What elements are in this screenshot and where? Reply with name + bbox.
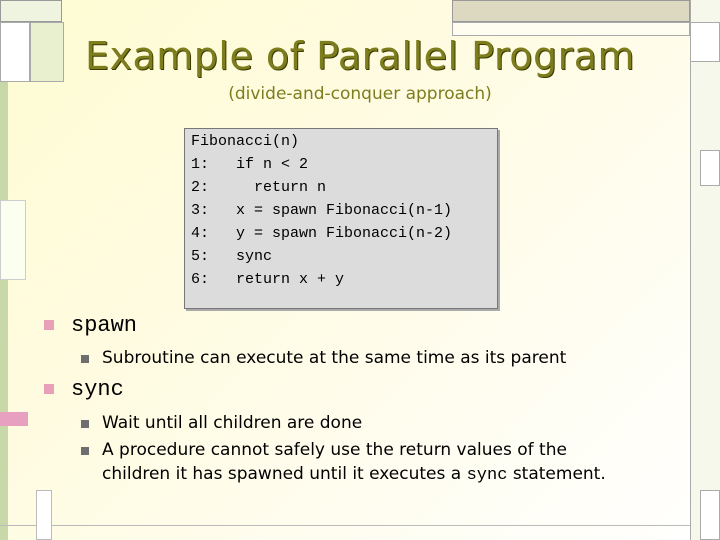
sub-bullet-marker — [81, 355, 89, 363]
sub-bullet-text: Subroutine can execute at the same time as its parent — [102, 348, 567, 368]
bullet-marker — [44, 384, 54, 394]
deco-bottom-box — [36, 490, 52, 540]
code-line: 4: y = spawn Fibonacci(n-2) — [191, 225, 453, 242]
deco-left-box-3 — [0, 200, 26, 280]
code-line: 3: x = spawn Fibonacci(n-1) — [191, 202, 453, 219]
code-line: 5: sync — [191, 248, 273, 265]
code-line: 6: return x + y — [191, 271, 345, 288]
deco-bottom-line — [0, 525, 690, 526]
code-line: Fibonacci(n) — [191, 133, 300, 150]
sub-bullet-marker — [81, 447, 89, 455]
code-line: 1: if n < 2 — [191, 156, 309, 173]
sub-bullet-marker — [81, 420, 89, 428]
continuation-text: children it has spawned until it executes a — [102, 464, 462, 484]
sync-keyword: sync — [466, 466, 508, 485]
code-line: 2: return n — [191, 179, 327, 196]
bullet-marker — [44, 320, 54, 330]
sub-bullet-text-continuation — [102, 464, 606, 485]
slide-title: Example of Parallel Program — [84, 34, 635, 78]
code-box — [184, 128, 498, 309]
continuation-end: statement. — [512, 464, 606, 484]
deco-top-right-box — [452, 0, 690, 22]
bullet-term-sync: sync — [71, 377, 124, 402]
slide-subtitle: (divide-and-conquer approach) — [228, 84, 492, 104]
deco-right-box-3 — [700, 490, 720, 540]
bullet-term-spawn: spawn — [71, 313, 138, 338]
sub-bullet-text: Wait until all children are done — [102, 413, 363, 433]
deco-right-bar — [690, 0, 720, 540]
deco-top-left-box — [0, 0, 62, 22]
deco-right-box-2 — [700, 150, 720, 186]
sub-bullet-text: A procedure cannot safely use the return values of the — [102, 440, 567, 460]
deco-left-pink — [0, 412, 28, 426]
